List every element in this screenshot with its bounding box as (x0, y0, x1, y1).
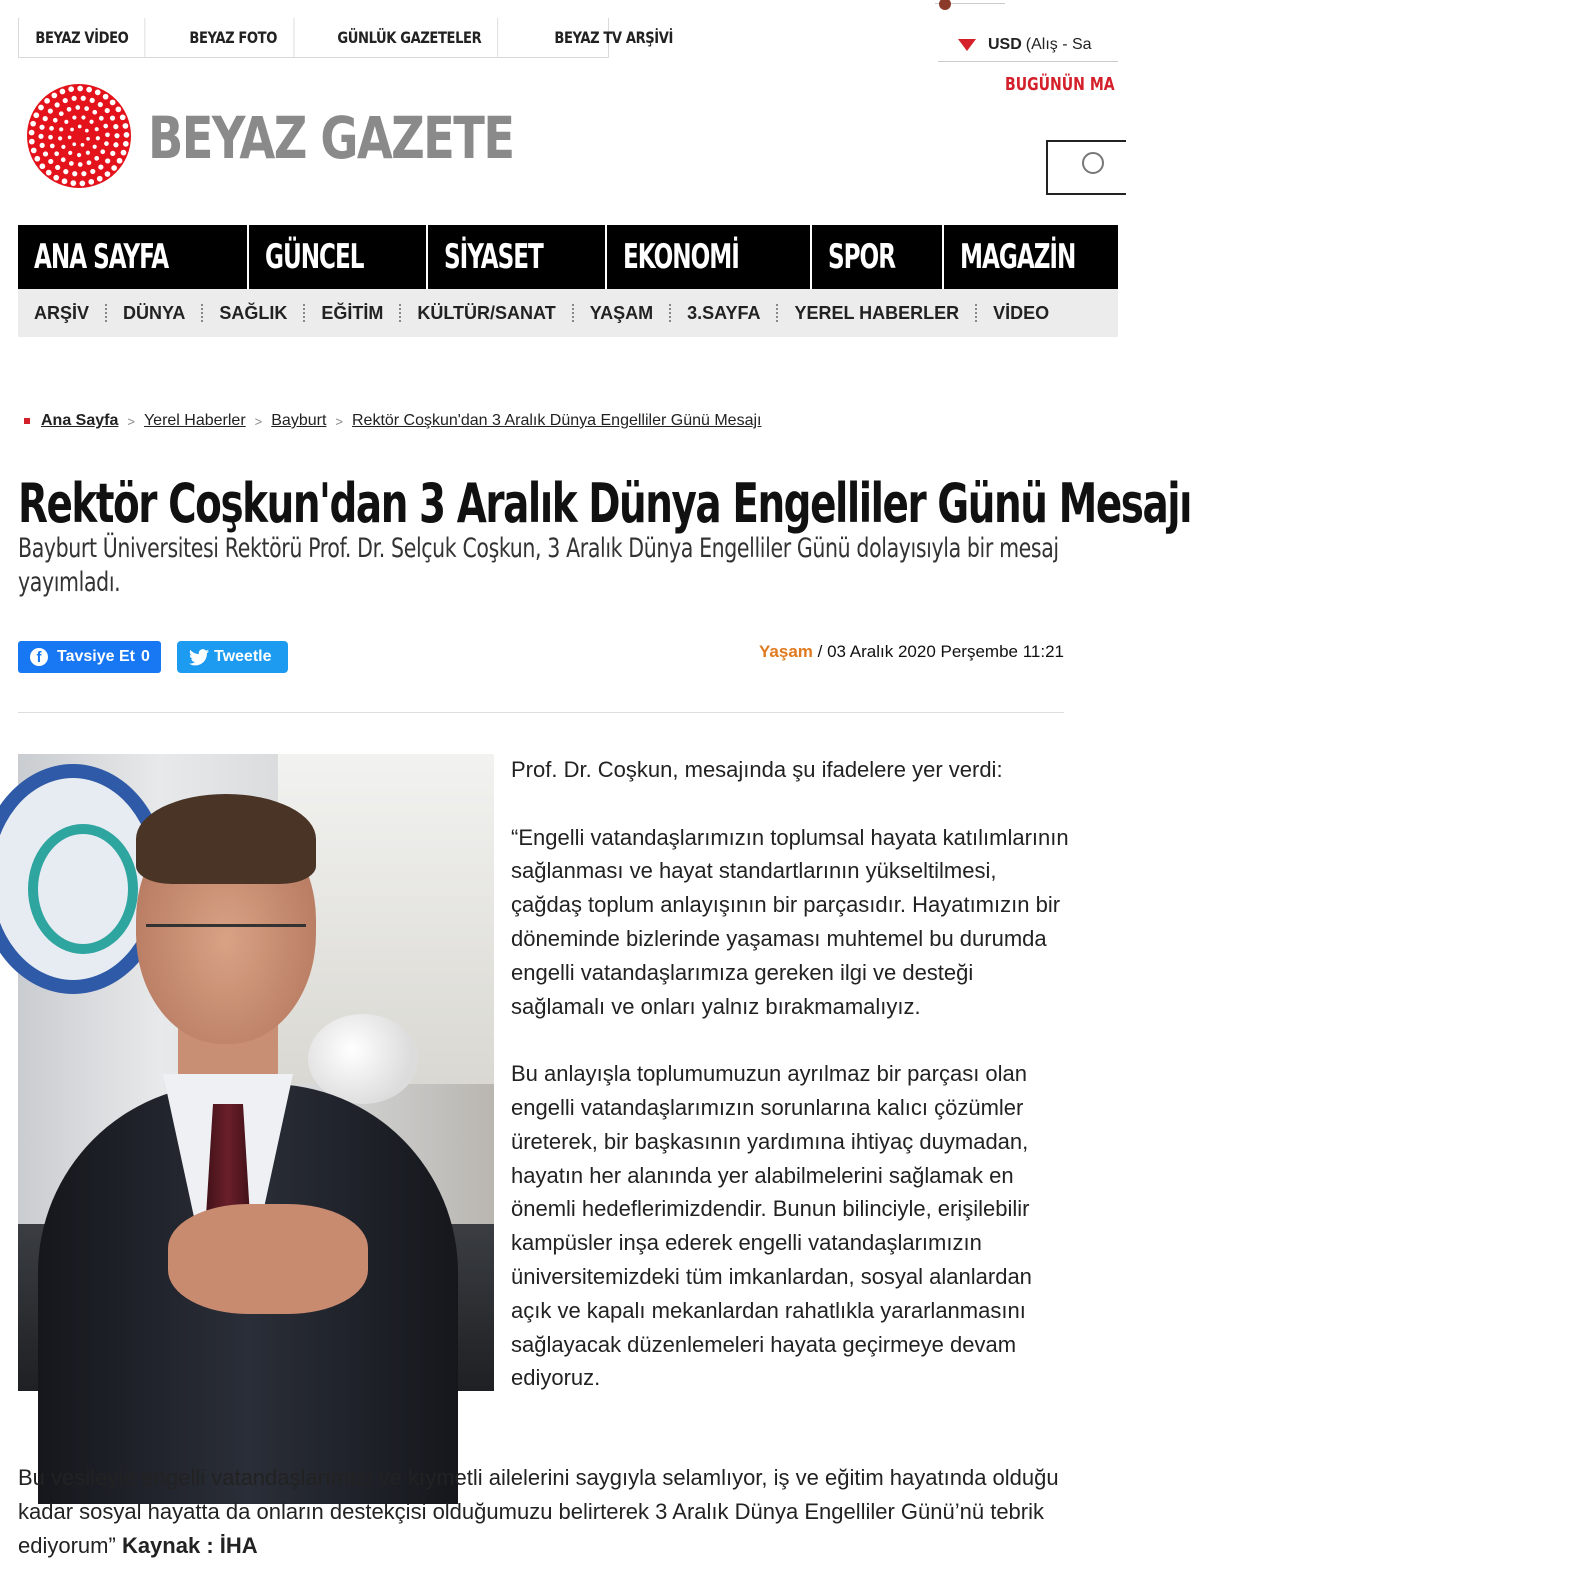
currency-code: USD (988, 35, 1022, 53)
article-meta (759, 642, 1064, 662)
logo-dot (59, 127, 63, 131)
logo-dot (43, 116, 48, 121)
logo-dot (48, 135, 53, 140)
logo-dot (87, 160, 92, 165)
search-box[interactable] (1046, 140, 1126, 195)
logo-dot (60, 89, 66, 95)
facebook-recommend-button[interactable] (18, 641, 161, 673)
logo-dot (48, 159, 53, 164)
logo-dot (51, 93, 57, 99)
article-spot (18, 532, 1067, 600)
chevron-right-icon: > (127, 413, 135, 429)
article-paragraph: Bu vesileyle engelli vatandaşlarımızı ve kıymetli ailelerini saygıyla selamlıyor, iş ve eğitim hayatında olduğu kadar sosyal hayatta da onların destekçisi olduğumuzu belirterek 3 Aralık Dünya Engelliler Günü’nü tebrik ediyorum” (18, 1465, 1059, 1558)
nav-label: GÜNCEL (265, 237, 364, 277)
logo-dot (68, 86, 74, 92)
breadcrumb (24, 412, 761, 430)
logo-dot (105, 132, 110, 137)
logo-dot (98, 102, 103, 107)
nav-magazin[interactable] (944, 225, 1148, 289)
category-link[interactable]: Yaşam (759, 642, 813, 661)
spot-line: yayımladı. (18, 567, 121, 598)
logo-dot (64, 120, 68, 124)
logo-dot (62, 178, 68, 184)
subnav-egitim[interactable]: EĞİTİM (321, 304, 401, 322)
logo-dot (94, 156, 99, 161)
logo-dot (63, 98, 68, 103)
nav-label: TEKNOLOJİ (1312, 237, 1443, 277)
logo-dot (78, 162, 83, 167)
logo-dot (80, 181, 86, 187)
logo-dot (117, 158, 123, 164)
photo-hands (168, 1204, 368, 1314)
logo-dot (72, 171, 77, 176)
nav-teknoloji[interactable] (1296, 225, 1521, 289)
nav-guncel[interactable] (249, 225, 428, 289)
subnav-kultur-sanat[interactable]: KÜLTÜR/SANAT (417, 304, 573, 322)
logo-dot (46, 170, 52, 176)
breadcrumb-bayburt[interactable]: Bayburt (271, 412, 327, 429)
subnav-arsiv[interactable]: ARŞİV (34, 304, 107, 322)
logo-dot (54, 151, 59, 156)
logo-dot (39, 125, 44, 130)
subnav-yerel-haberler[interactable]: YEREL HABERLER (794, 304, 977, 322)
article-headline: Rektör Coşkun'dan 3 Aralık Dünya Engelliler Günü Mesajı (18, 472, 1192, 535)
logo-dot (68, 151, 72, 155)
breadcrumb-current[interactable]: Rektör Coşkun'dan 3 Aralık Dünya Engelliler Günü Mesajı (351, 412, 762, 429)
logo-dot (30, 121, 36, 127)
logo-dot (111, 165, 117, 171)
top-link-beyaz-tv-arsivi[interactable]: BEYAZ TV ARŞİVİ (554, 28, 673, 47)
search-icon (1082, 152, 1104, 174)
logo-dot (72, 142, 76, 146)
logo-dot (116, 107, 122, 113)
nav-kadin[interactable] (1148, 225, 1297, 289)
top-link-gunluk-gazeteler[interactable]: GÜNLÜK GAZETELER (321, 18, 498, 57)
tweet-button[interactable] (177, 641, 288, 673)
logo-dot (70, 128, 74, 132)
logo-dot (88, 179, 94, 185)
logo-dot (75, 105, 80, 110)
logo-dot (123, 141, 129, 147)
logo-dot (72, 96, 77, 101)
logo-dot (55, 165, 60, 170)
logo-dot (95, 89, 101, 95)
subnav-saglik[interactable]: SAĞLIK (219, 304, 305, 322)
logo-dot (86, 87, 92, 93)
logo-dot (81, 171, 86, 176)
logo-dot (72, 115, 76, 119)
currency-text: (Alış - Sa (1025, 35, 1092, 53)
logo-dot (93, 145, 97, 149)
top-link-beyaz-video[interactable]: BEYAZ VİDEO (19, 18, 146, 57)
logo-dot (86, 137, 90, 141)
logo-dot (61, 157, 66, 162)
nav-ana-sayfa[interactable] (18, 225, 249, 289)
logo-dot (59, 111, 64, 116)
article-paragraph: “Engelli vatandaşlarımızın toplumsal hayata katılımlarının sağlanması ve hayat standartlarının yükseltilmesi, çağdaş toplum anlayışının bir parçasıdır. Hayatımızın bir döneminde bizlerinde yaşaması muhtemel bu durumda engelli vatandaşlarımıza gereken ilgi ve desteği sağlamalı ve onları yalnız bırakmamalıyız. (511, 824, 1069, 1019)
bullet-square-icon (24, 418, 30, 424)
logo-dot (96, 136, 100, 140)
logo-dot (69, 161, 74, 166)
logo-dot (103, 124, 108, 129)
subnav-3-sayfa[interactable]: 3.SAYFA (687, 304, 778, 322)
logo-dot (114, 133, 119, 138)
logo-dot (68, 136, 72, 140)
logo-dot (84, 106, 89, 111)
logo-dot (110, 151, 115, 156)
logo-dot (100, 149, 105, 154)
logo-dot (85, 129, 89, 133)
nav-label: EKONOMİ (623, 237, 740, 277)
logo-dot (105, 158, 110, 163)
logo-icon[interactable] (22, 80, 136, 192)
logo-dot (34, 156, 40, 162)
header-ornament (935, 0, 985, 14)
university-emblem-inner (28, 824, 138, 954)
logo-dot (58, 136, 62, 140)
logo-dot (81, 96, 86, 101)
logo-dot (103, 94, 109, 100)
twitter-bird-icon (189, 649, 209, 666)
logo-dot (40, 143, 45, 148)
logo-dot (77, 86, 83, 92)
logo-dot (113, 142, 118, 147)
logo-dot (50, 144, 55, 149)
top-link-beyaz-foto[interactable]: BEYAZ FOTO (173, 18, 294, 57)
logo-dot (40, 163, 46, 169)
publish-date: 03 Aralık 2020 Perşembe 11:21 (827, 642, 1064, 661)
spot-line: Bayburt Üniversitesi Rektörü Prof. Dr. Selçuk Coşkun, 3 Aralık Dünya Engelliler Günü dolayısıyla bir mesaj (18, 533, 1059, 564)
logo-dot (95, 127, 99, 131)
logo-dot (86, 151, 90, 155)
arrow-down-icon (958, 39, 976, 51)
logo-dot (113, 124, 118, 129)
nav-more[interactable] (1522, 225, 1577, 289)
logo-dot (78, 125, 82, 129)
logo-dot (67, 107, 72, 112)
top-links-bar (18, 18, 673, 58)
logo-dot (53, 118, 58, 123)
logo-dot (120, 114, 126, 120)
sub-nav (18, 289, 1118, 337)
nav-label: SPOR (827, 237, 895, 277)
article-photo (18, 754, 494, 1391)
photo-glasses (146, 924, 306, 960)
logo-dot (33, 112, 39, 118)
meta-separator: / (812, 642, 828, 661)
breadcrumb-ana-sayfa[interactable]: Ana Sayfa (41, 412, 119, 429)
logo-dot (121, 150, 127, 156)
logo-dot (77, 153, 81, 157)
tweet-label: Tweetle (214, 648, 272, 665)
logo-dot (81, 115, 85, 119)
logo-dot (90, 98, 95, 103)
logo-dot (97, 176, 103, 182)
chevron-right-icon: > (254, 413, 263, 429)
logo-dot (29, 139, 35, 145)
main-nav (18, 225, 1553, 289)
logo-dot (124, 132, 130, 138)
logo-dot (105, 171, 111, 177)
nav-label: KADIN (1163, 237, 1242, 277)
logo-dot (104, 141, 109, 146)
article-closing (18, 1461, 1078, 1562)
photo-hair (136, 794, 316, 884)
nav-siyaset[interactable] (428, 225, 607, 289)
nav-label: MAGAZİN (960, 237, 1076, 277)
logo-dot (44, 98, 50, 104)
facebook-icon: f (30, 648, 48, 666)
photo-flower (308, 1014, 418, 1104)
logo-dot (110, 115, 115, 120)
logo-dot (105, 108, 110, 113)
nav-spor[interactable] (812, 225, 945, 289)
logo-text[interactable]: BEYAZ GAZETE (148, 104, 514, 172)
logo-dot (53, 175, 59, 181)
subnav-yasam[interactable]: YAŞAM (590, 304, 671, 322)
logo-dot (31, 148, 37, 154)
article-paragraph: Prof. Dr. Coşkun, mesajında şu ifadelere yer verdi: (511, 757, 1003, 782)
nav-label: SİYASET (444, 237, 543, 277)
logo-dot (89, 120, 93, 124)
logo-dot (92, 110, 97, 115)
logo-dot (99, 116, 104, 121)
logo-dot (98, 164, 103, 169)
article-body (511, 753, 1071, 1429)
nav-label: ANA SAYFA (34, 237, 169, 277)
logo-dot (49, 126, 54, 131)
logo-dot (90, 169, 95, 174)
logo-dot (38, 134, 43, 139)
nav-label: T (1537, 237, 1553, 277)
chevron-right-icon: > (335, 413, 343, 429)
currency-widget[interactable] (938, 28, 1118, 62)
logo-dot (63, 169, 68, 174)
logo-dot (110, 100, 116, 106)
divider (18, 712, 1064, 713)
logo-dot (38, 105, 44, 111)
fb-label: Tavsiye Et (57, 648, 135, 665)
logo-dot (70, 180, 76, 186)
logo-dot (48, 108, 53, 113)
bugunun-link[interactable]: BUGÜNÜN MA (1005, 74, 1115, 95)
logo-dot (29, 130, 35, 136)
fb-count: 0 (140, 648, 150, 665)
logo-dot (123, 123, 129, 129)
subnav-video[interactable]: VİDEO (993, 303, 1050, 323)
subnav-dunya[interactable]: DÜNYA (123, 304, 203, 322)
nav-ekonomi[interactable] (607, 225, 811, 289)
logo-dot (61, 145, 65, 149)
logo-dot (55, 102, 60, 107)
article-paragraph: Bu anlayışla toplumumuzun ayrılmaz bir parçası olan engelli vatandaşlarımızın sorunlarına kalıcı çözümler üreterek, bir başkasının yardımına ihtiyaç duymadan, hayatın her alanında yer alabilmelerini sağlamak en önemli hedeflerimizdendir. Bunun bilinciyle, erişilebilir kampüsler inşa ederek engelli vatandaşlarımızın üniversitemizdeki tüm imkanlardan, sosyal alanlardan açık ve kapalı mekanlardan rahatlıkla yararlanmasını sağlayacak düzenlemeleri hayata geçirmeye devam ediyoruz. (511, 1061, 1032, 1391)
logo-dot (43, 151, 48, 156)
source-label: Kaynak : İHA (121, 1532, 258, 1558)
breadcrumb-yerel-haberler[interactable]: Yerel Haberler (143, 412, 246, 429)
logo-dot (81, 143, 85, 147)
